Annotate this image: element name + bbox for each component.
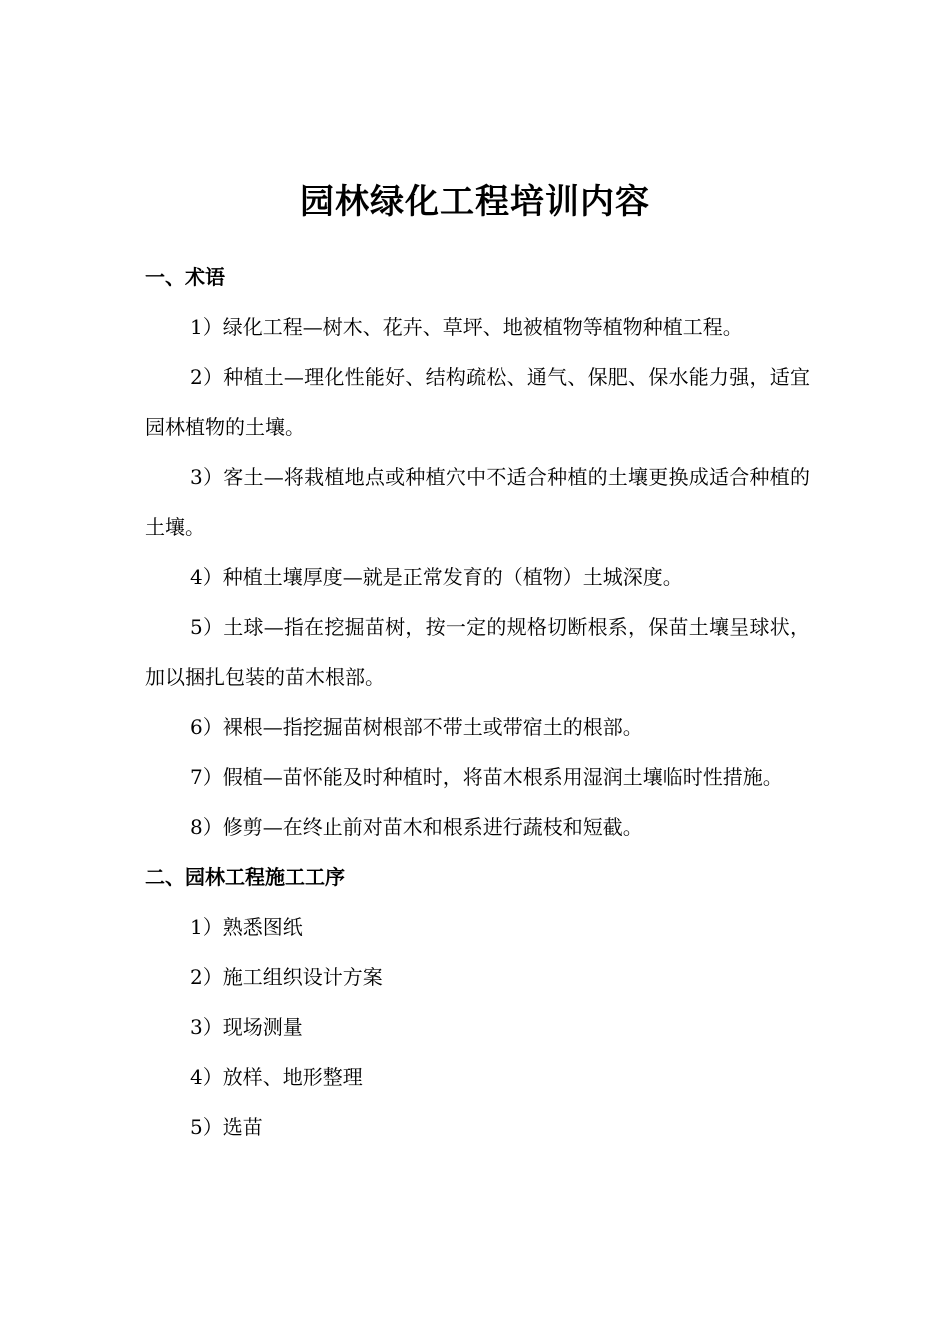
document-body <box>145 252 810 1152</box>
term-item: 7）假植—苗怀能及时种植时，将苗木根系用湿润土壤临时性措施。 <box>190 765 783 789</box>
term-item: 2）种植土—理化性能好、结构疏松、通气、保肥、保水能力强，适宜园林植物的土壤。 <box>145 365 810 439</box>
procedure-item: 5）选苗 <box>190 1115 263 1139</box>
term-item: 8）修剪—在终止前对苗木和根系进行蔬枝和短截。 <box>190 815 643 839</box>
term-item: 1）绿化工程—树木、花卉、草坪、地被植物等植物种植工程。 <box>190 315 743 339</box>
procedure-item: 3）现场测量 <box>190 1015 303 1039</box>
section-heading: 一、术语 <box>145 265 225 289</box>
term-item: 3）客土—将栽植地点或种植穴中不适合种植的土壤更换成适合种植的土壤。 <box>145 465 810 539</box>
section-procedure <box>145 852 810 1152</box>
procedure-item: 1）熟悉图纸 <box>190 915 303 939</box>
section-heading: 二、园林工程施工工序 <box>145 865 345 889</box>
procedure-item: 2）施工组织设计方案 <box>190 965 383 989</box>
procedure-item: 4）放样、地形整理 <box>190 1065 363 1089</box>
term-item: 5）土球—指在挖掘苗树，按一定的规格切断根系，保苗土壤呈球状，加以捆扎包装的苗木根部。 <box>145 615 810 689</box>
term-item: 4）种植土壤厚度—就是正常发育的（植物）土城深度。 <box>190 565 683 589</box>
section-terms <box>145 252 810 852</box>
document-title: 园林绿化工程培训内容 <box>300 182 650 222</box>
term-item: 6）裸根—指挖掘苗树根部不带土或带宿土的根部。 <box>190 715 643 739</box>
